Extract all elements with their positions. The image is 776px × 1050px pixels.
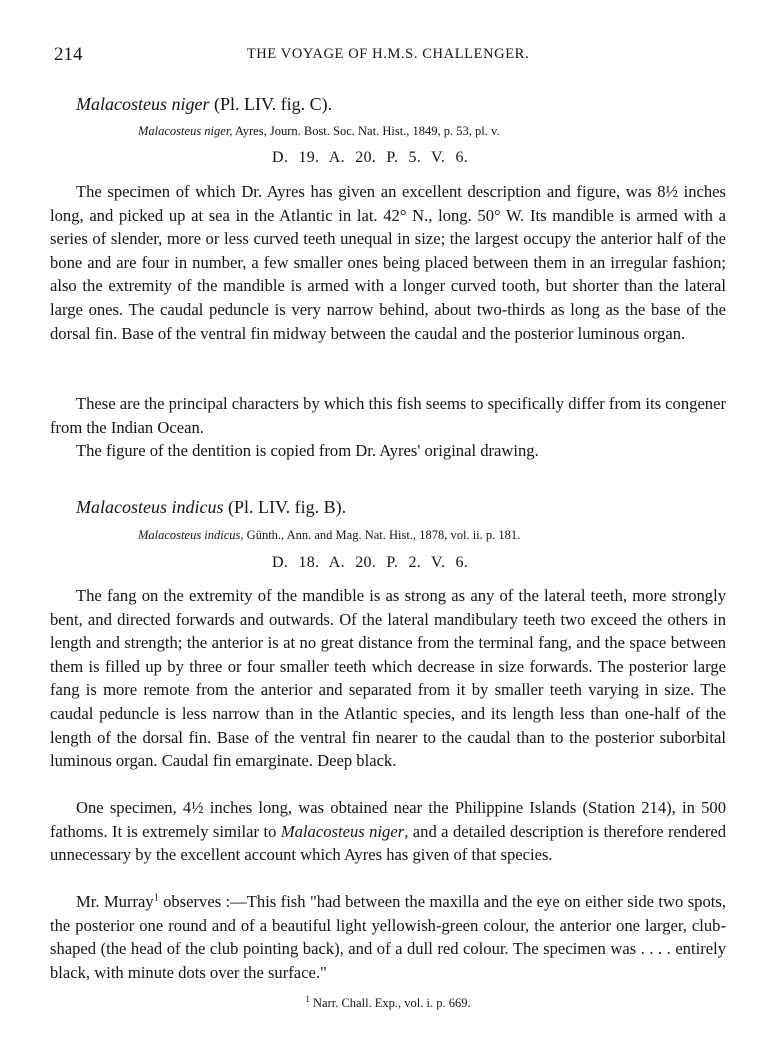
paragraph: The specimen of which Dr. Ayres has given an excellent description and figure, was 8½ inches long, and picked up at sea in the Atlantic in lat. 42° N., long. 50° W. Its mandible is armed with a series of slender, more or less curved teeth unequal in size; the largest occupy the anterior half of the bone and are four in number, a few smaller ones being placed between them in an irregular fashion; also the extremity of the mandible is armed with a longer curved tooth, but shorter than the lateral large ones. The caudal peduncle is very narrow behind, about two-thirds as long as the base of the dorsal fin. Base of the ventral fin midway between the caudal and the posterior luminous organ.	[50, 182, 726, 343]
fin-formula-indicus: D. 18. A. 20. P. 2. V. 6.	[272, 554, 469, 571]
text-run: observes :—This fish "had between the maxilla and the eye on either side two spots, the posterior one round and of a beautiful light yellowish-green colour, the anterior one larger, club-shaped (the head of the club pointing back), and of a dull red colour. The specimen was . . . . entirely black, with minute dots over the surface."	[50, 892, 726, 982]
running-title: THE VOYAGE OF H.M.S. CHALLENGER.	[246, 46, 530, 62]
species-heading-indicus	[76, 497, 346, 518]
text-run: One specimen, 4½ inches long, was obtained near the Philippine Islands (Station 214), in 500 fathoms. It is extremely similar to	[50, 798, 726, 841]
footnote-text: Narr. Chall. Exp., vol. i. p. 669.	[313, 996, 471, 1011]
text-run: , and a detailed description is therefore rendered unnecessary by the excellent account which Ayres has given of that species.	[50, 821, 727, 865]
species-name-inline: Malacosteus niger	[280, 821, 405, 841]
reference-text: Günth., Ann. and Mag. Nat. Hist., 1878, vol. ii. p. 181.	[246, 528, 521, 542]
paragraph: The fang on the extremity of the mandible is as strong as any of the lateral teeth, more strongly bent, and directed forwards and outwards. Of the lateral mandibulary teeth two exceed the others in length and strength; the anterior is at no great distance from the terminal fang, and the space between them is filled up by three or four smaller teeth which decrease in size forwards. The posterior large fang is more remote from the anterior and separated from it by smaller teeth varying in size. The caudal peduncle is less narrow than in the Atlantic species, and its length less than one-half of the length of the dorsal fin. Base of the ventral fin nearer to the caudal than to the posterior suborbital luminous organ. Caudal fin emarginate. Deep black.	[50, 586, 726, 771]
paragraph	[50, 796, 726, 867]
reference-niger	[138, 124, 500, 139]
footnote	[0, 994, 776, 1011]
paragraph: The figure of the dentition is copied from Dr. Ayres' original drawing.	[76, 441, 539, 460]
species-name: Malacosteus niger	[76, 94, 210, 114]
footnote-mark: 1	[305, 994, 310, 1004]
reference-name: Malacosteus niger,	[138, 124, 233, 138]
paragraph: These are the principal characters by which this fish seems to specifically differ from its congener from the Indian Ocean.	[50, 394, 726, 437]
species-plate: (Pl. LIV. fig. B).	[227, 497, 347, 517]
page-number: 214	[54, 44, 83, 65]
species-name: Malacosteus indicus	[76, 497, 224, 517]
footnote-reference: 1	[153, 892, 159, 904]
species-heading-niger	[76, 94, 332, 115]
reference-name: Malacosteus indicus,	[138, 528, 244, 542]
page-header	[54, 44, 722, 66]
species-plate: (Pl. LIV. fig. C).	[213, 94, 333, 114]
paragraph	[50, 890, 726, 984]
reference-indicus	[138, 528, 520, 543]
reference-text: Ayres, Journ. Bost. Soc. Nat. Hist., 1849, p. 53, pl. v.	[234, 124, 500, 138]
fin-formula-niger: D. 19. A. 20. P. 5. V. 6.	[272, 149, 469, 166]
text-run: Mr. Murray	[76, 892, 154, 911]
